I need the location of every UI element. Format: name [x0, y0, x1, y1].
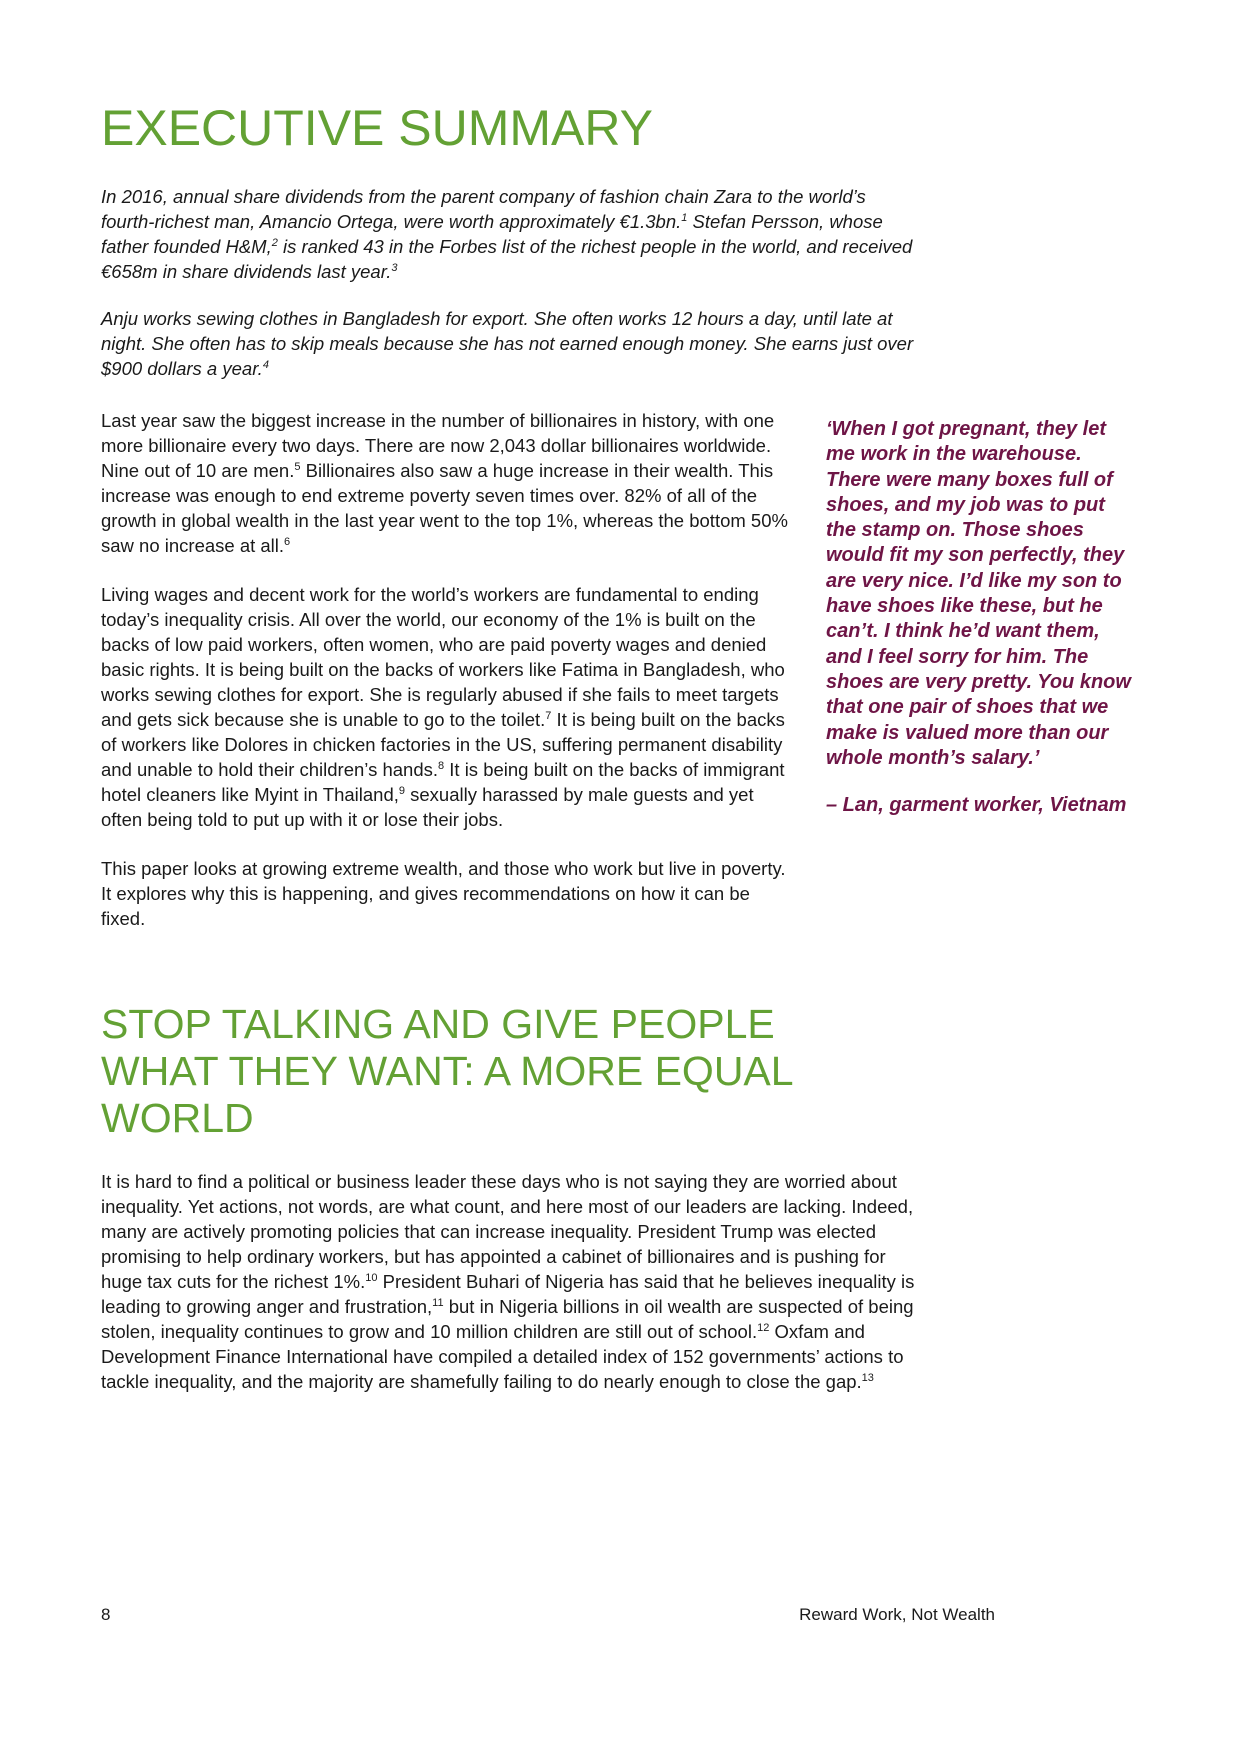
section-paragraph-1: It is hard to find a political or business leader these days who is not saying they are worried about inequality. Yet actions, not words, are what count, and here most of our leaders are lacking. Indeed, many are actively promoting policies that can increase inequality. President Trump was elected promising to help ordinary workers, but has appointed a cabinet of billionaires and is pushing for huge tax cuts for the richest 1%.$^{10}$ President Buhari of Nigeria has said that he believes inequality is leading to growing anger and frustration,$^{11}$ but in Nigeria billions in oil wealth are suspected of being stolen, inequality continues to grow and 10 million children are still out of school.$^{12}$ Oxfam and Development Finance International have compiled a detailed index of 152 governments’ actions to tackle inequality, and the majority are shamefully failing to do nearly enough to close the gap.$^{13}$: [101, 1171, 915, 1392]
footnote-ref[interactable]: 1: [681, 212, 688, 224]
running-footer-title: Reward Work, Not Wealth: [799, 1605, 995, 1624]
footnote-ref[interactable]: 3: [391, 262, 398, 274]
footnote-ref[interactable]: 9: [398, 785, 405, 797]
body-paragraph-3: This paper looks at growing extreme wealth, and those who work but live in poverty. It explores why this is happening, and gives recommendations on how it can be fixed.: [101, 858, 786, 929]
footnote-ref[interactable]: 4: [262, 359, 269, 371]
footnote-ref[interactable]: 13: [861, 1372, 874, 1384]
main-column: [101, 408, 791, 955]
quote-text: ‘When I got pregnant, they let me work in the warehouse. There were many boxes full of shoes, and my job was to put the stamp on. Those shoes would fit my son perfectly, they are very nice. I’d like my son to have shoes like these, but he can’t. I think he’d want them, and I feel sorry for him. The shoes are very pretty. You know that one pair of shoes that we make is valued more than our whole month’s salary.’: [826, 418, 1131, 769]
intro-paragraph-1: In 2016, annual share dividends from the parent company of fashion chain Zara to the world’s fourth-richest man, Amancio Ortega, were worth approximately €1.3bn.$^1$ Stefan Persson, whose father founded H&M,$^2$ is ranked 43 in the Forbes list of the richest people in the world, and received €658m in share dividends last year.$^3$: [101, 186, 913, 282]
section-body: [101, 1169, 921, 1394]
footnote-ref[interactable]: 12: [757, 1322, 770, 1334]
intro-section: [101, 184, 921, 403]
section-heading: STOP TALKING AND GIVE PEOPLE WHAT THEY WANT: A MORE EQUAL WORLD: [101, 1001, 793, 1141]
footnote-ref[interactable]: 2: [271, 237, 278, 249]
body-paragraph-1: Last year saw the biggest increase in the number of billionaires in history, with one more billionaire every two days. There are now 2,043 dollar billionaires worldwide. Nine out of 10 are men.$^5$ Billionaires also saw a huge increase in their wealth. This increase was enough to end extreme poverty seven times over. 82% of all of the growth in global wealth in the last year went to the top 1%, whereas the bottom 50% saw no increase at all.$^6$: [101, 410, 788, 556]
footnote-ref[interactable]: 10: [365, 1272, 378, 1284]
footnote-ref[interactable]: 6: [284, 536, 291, 548]
footnote-ref[interactable]: 11: [432, 1297, 444, 1309]
quote-attribution: – Lan, garment worker, Vietnam: [826, 794, 1127, 817]
page-number: 8: [101, 1605, 111, 1624]
page-title: EXECUTIVE SUMMARY: [101, 100, 653, 156]
footnote-ref[interactable]: 7: [545, 710, 552, 722]
pull-quote: [826, 417, 1136, 840]
intro-paragraph-2: Anju works sewing clothes in Bangladesh for export. She often works 12 hours a day, until late at night. She often has to skip meals because she has not earned enough money. She earns just over $900 dollars a year.$^4$: [101, 308, 914, 379]
footnote-ref[interactable]: 8: [438, 760, 445, 772]
body-paragraph-2: Living wages and decent work for the world’s workers are fundamental to ending today’s inequality crisis. All over the world, our economy of the 1% is built on the backs of low paid workers, often women, who are paid poverty wages and denied basic rights. It is being built on the backs of workers like Fatima in Bangladesh, who works sewing clothes for export. She is regularly abused if she fails to meet targets and gets sick because she is unable to go to the toilet.$^7$ It is being built on the backs of workers like Dolores in chicken factories in the US, suffering permanent disability and unable to hold their children’s hands.$^8$ It is being built on the backs of immigrant hotel cleaners like Myint in Thailand,$^9$ sexually harassed by male guests and yet often being told to put up with it or lose their jobs.: [101, 584, 785, 830]
footnote-ref[interactable]: 5: [294, 461, 301, 473]
